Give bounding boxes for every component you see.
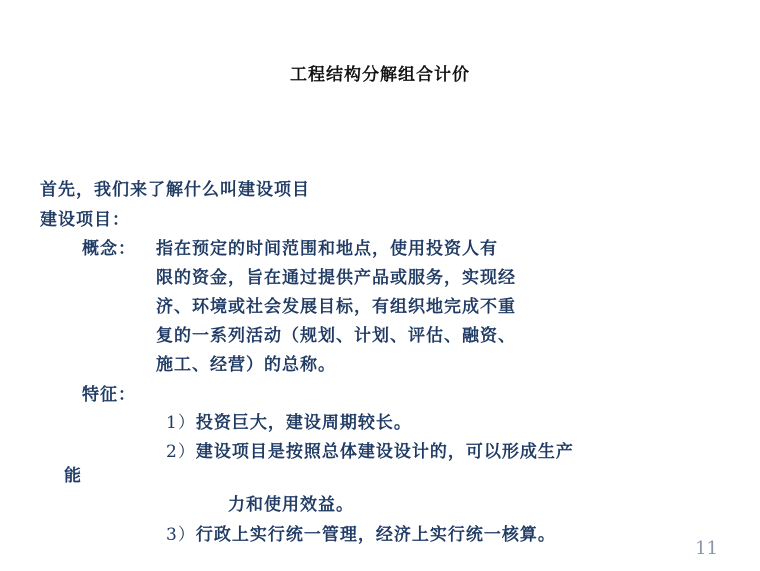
features-label: 特征： <box>82 385 136 405</box>
feature-item-1 <box>166 408 412 433</box>
feature-text: 行政上实行统一管理，经济上实行统一核算。 <box>195 525 556 545</box>
concept-line-1: 指在预定的时间范围和地点，使用投资人有 <box>156 239 498 259</box>
feature-number: 1） <box>166 413 196 433</box>
feature-text: 投资巨大，建设周期较长。 <box>195 413 412 433</box>
feature-item-2 <box>166 437 574 462</box>
concept-line-5: 施工、经营）的总称。 <box>156 355 336 375</box>
feature-item-2-wrap: 能 <box>64 466 82 486</box>
intro-line: 首先，我们来了解什么叫建设项目 <box>40 180 310 200</box>
concept-line-2: 限的资金，旨在通过提供产品或服务，实现经 <box>156 268 516 288</box>
feature-number: 2） <box>166 442 196 462</box>
page-number: 11 <box>695 538 718 559</box>
slide-title: 工程结构分解组合计价 <box>290 65 470 85</box>
concept-label: 概念： <box>82 239 136 259</box>
section-heading: 建设项目： <box>40 210 130 230</box>
feature-item-2-continuation: 力和使用效益。 <box>228 495 354 515</box>
feature-text: 建设项目是按照总体建设设计的，可以形成生产 <box>195 442 574 462</box>
feature-number: 3） <box>166 525 196 545</box>
feature-item-3 <box>166 520 556 545</box>
concept-line-3: 济、环境或社会发展目标，有组织地完成不重 <box>156 297 516 317</box>
concept-line-4: 复的一系列活动（规划、计划、评估、融资、 <box>156 326 516 346</box>
